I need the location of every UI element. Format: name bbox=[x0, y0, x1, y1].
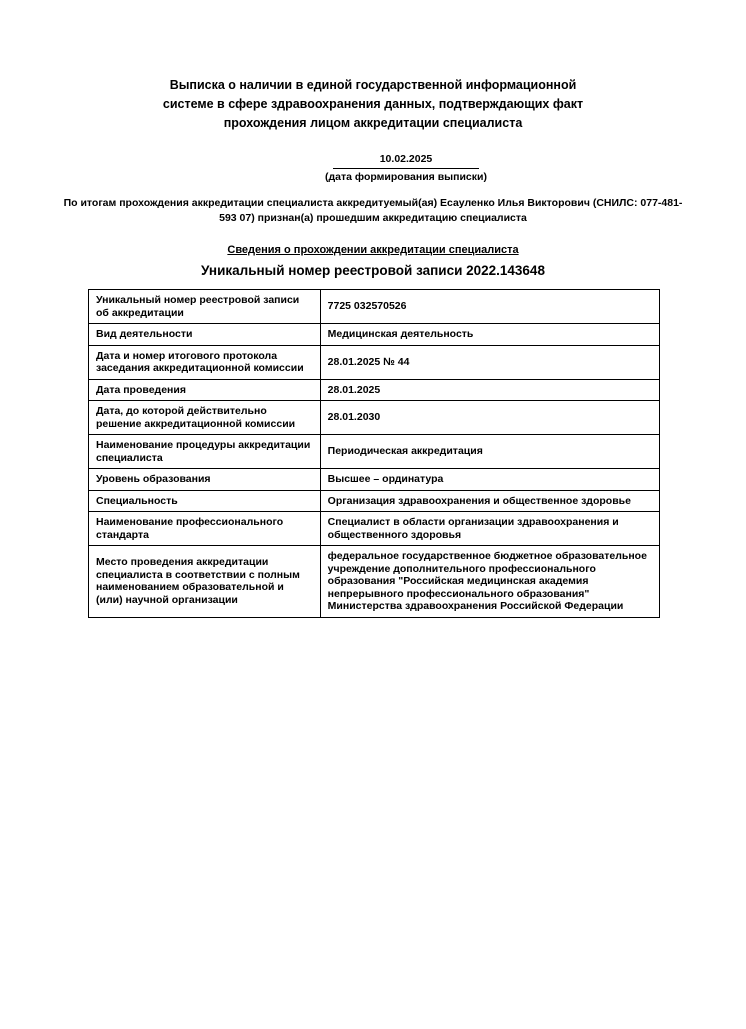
row-value: Организация здравоохранения и общественное здоровье bbox=[320, 490, 659, 512]
row-value: федеральное государственное бюджетное образовательное учреждение дополнительного профессионального образования "Российская медицинская академия непрерывного профессионального образования" Министерства здравоохранения Российской Федерации bbox=[320, 546, 659, 618]
table-row bbox=[89, 379, 660, 401]
row-value: Специалист в области организации здравоохранения и общественного здоровья bbox=[320, 512, 659, 546]
table-row bbox=[89, 290, 660, 324]
extract-date-value: 10.02.2025 bbox=[333, 153, 479, 169]
row-label: Место проведения аккредитации специалиста в соответствии с полным наименованием образовательной и (или) научной организации bbox=[89, 546, 321, 618]
table-row bbox=[89, 345, 660, 379]
row-value: 28.01.2030 bbox=[320, 401, 659, 435]
table-row bbox=[89, 546, 660, 618]
row-label: Специальность bbox=[89, 490, 321, 512]
table-row bbox=[89, 469, 660, 491]
row-label: Вид деятельности bbox=[89, 324, 321, 346]
row-value: Медицинская деятельность bbox=[320, 324, 659, 346]
row-label: Наименование процедуры аккредитации специалиста bbox=[89, 435, 321, 469]
table-row bbox=[89, 435, 660, 469]
document-title-line: системе в сфере здравоохранения данных, подтверждающих факт bbox=[162, 97, 584, 111]
document-title-line: Выписка о наличии в единой государственной информационной bbox=[169, 78, 577, 92]
table-row bbox=[89, 324, 660, 346]
accreditation-table-body bbox=[89, 290, 660, 618]
row-value: 7725 032570526 bbox=[320, 290, 659, 324]
intro-paragraph-line: По итогам прохождения аккредитации специалиста аккредитуемый(ая) Есауленко Илья Викторович (СНИЛС: 077-481- bbox=[63, 197, 683, 209]
row-label: Дата, до которой действительно решение аккредитационной комиссии bbox=[89, 401, 321, 435]
row-value: Высшее – ординатура bbox=[320, 469, 659, 491]
document-title-line: прохождения лицом аккредитации специалиста bbox=[223, 116, 523, 130]
intro-paragraph-line: 593 07) признан(а) прошедшим аккредитацию специалиста bbox=[219, 212, 527, 224]
table-row bbox=[89, 490, 660, 512]
extract-date-caption: (дата формирования выписки) bbox=[325, 171, 487, 183]
section-heading: Сведения о прохождении аккредитации специалиста bbox=[227, 244, 519, 256]
registry-number-heading: Уникальный номер реестровой записи 2022.143648 bbox=[201, 263, 545, 278]
extract-date-block bbox=[301, 153, 511, 184]
row-label: Дата проведения bbox=[89, 379, 321, 401]
table-row bbox=[89, 401, 660, 435]
table-row bbox=[89, 512, 660, 546]
row-label: Наименование профессионального стандарта bbox=[89, 512, 321, 546]
intro-paragraph bbox=[38, 196, 708, 226]
row-label: Дата и номер итогового протокола заседания аккредитационной комиссии bbox=[89, 345, 321, 379]
row-value: 28.01.2025 bbox=[320, 379, 659, 401]
accreditation-table bbox=[88, 289, 660, 618]
row-label: Уровень образования bbox=[89, 469, 321, 491]
row-label: Уникальный номер реестровой записи об аккредитации bbox=[89, 290, 321, 324]
row-value: 28.01.2025 № 44 bbox=[320, 345, 659, 379]
row-value: Периодическая аккредитация bbox=[320, 435, 659, 469]
document-title bbox=[88, 76, 658, 133]
